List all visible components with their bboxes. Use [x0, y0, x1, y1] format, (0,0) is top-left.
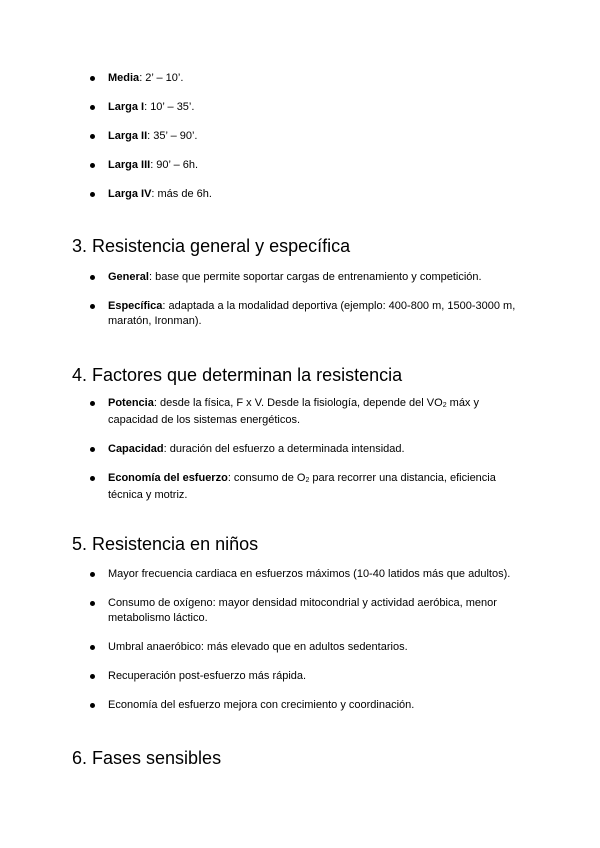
- list-item: [0, 442, 600, 457]
- section-3-list: [0, 270, 600, 343]
- bullet-icon: [90, 76, 95, 81]
- item-text: : duración del esfuerzo a determinada intensidad.: [163, 443, 405, 455]
- list-item: [0, 396, 600, 428]
- item-text: : desde la física, F x V. Desde la fisiología, depende del VO: [153, 397, 443, 409]
- item-text: Consumo de oxígeno: mayor densidad mitocondrial y actividad aeróbica, menor metabolismo láctico.: [108, 597, 497, 624]
- bullet-icon: [90, 192, 95, 197]
- item-text: : 35’ – 90’.: [147, 130, 198, 142]
- bullet-icon: [90, 476, 95, 481]
- list-item: [0, 596, 600, 626]
- item-label: Larga I: [108, 101, 145, 113]
- list-item: [0, 640, 600, 655]
- item-label: Capacidad: [108, 443, 164, 455]
- bullet-icon: [90, 275, 95, 280]
- list-item: [0, 270, 600, 285]
- bullet-icon: [90, 572, 95, 577]
- list-item: [0, 669, 600, 684]
- list-item: [0, 71, 600, 86]
- subscript: 2: [442, 402, 447, 409]
- item-text: : consumo de O: [227, 472, 306, 484]
- item-text: : más de 6h.: [151, 188, 212, 200]
- list-item: [0, 299, 600, 329]
- item-label: General: [108, 271, 149, 283]
- item-label: Larga II: [108, 130, 148, 142]
- item-text: máx y capacidad de los sistemas energéticos.: [108, 397, 479, 426]
- bullet-icon: [90, 134, 95, 139]
- item-text: : 2’ – 10’.: [139, 72, 184, 84]
- section-5-heading: 5. Resistencia en niños: [72, 534, 259, 554]
- item-text: Mayor frecuencia cardiaca en esfuerzos máximos (10-40 latidos más que adultos).: [108, 568, 511, 580]
- duration-list: [0, 71, 600, 216]
- item-label: Específica: [108, 300, 163, 312]
- bullet-icon: [90, 674, 95, 679]
- bullet-icon: [90, 703, 95, 708]
- bullet-icon: [90, 645, 95, 650]
- item-text: Recuperación post-esfuerzo más rápida.: [108, 670, 307, 682]
- subscript: 2: [305, 477, 310, 484]
- list-item: [0, 100, 600, 115]
- bullet-icon: [90, 401, 95, 406]
- list-item: [0, 187, 600, 202]
- section-4-list: [0, 396, 600, 517]
- section-5-list: [0, 567, 600, 727]
- bullet-icon: [90, 447, 95, 452]
- section-3-heading: 3. Resistencia general y específica: [72, 236, 351, 256]
- item-text: Umbral anaeróbico: más elevado que en adultos sedentarios.: [108, 641, 408, 653]
- item-text: : adaptada a la modalidad deportiva (ejemplo: 400-800 m, 1500-3000 m, maratón, Ironman).: [108, 300, 516, 327]
- list-item: [0, 567, 600, 582]
- item-label: Larga IV: [108, 188, 152, 200]
- item-text: : 10’ – 35’.: [144, 101, 195, 113]
- section-6-heading: 6. Fases sensibles: [72, 748, 222, 768]
- item-text: : base que permite soportar cargas de entrenamiento y competición.: [148, 271, 482, 283]
- list-item: [0, 158, 600, 173]
- bullet-icon: [90, 105, 95, 110]
- section-4-heading: 4. Factores que determinan la resistencia: [72, 365, 403, 385]
- item-label: Media: [108, 72, 140, 84]
- list-item: [0, 698, 600, 713]
- list-item: [0, 129, 600, 144]
- bullet-icon: [90, 163, 95, 168]
- item-text: : 90’ – 6h.: [150, 159, 199, 171]
- item-text: para recorrer una distancia, eficiencia técnica y motriz.: [108, 472, 496, 501]
- item-label: Larga III: [108, 159, 151, 171]
- list-item: [0, 471, 600, 503]
- bullet-icon: [90, 304, 95, 309]
- bullet-icon: [90, 601, 95, 606]
- item-text: Economía del esfuerzo mejora con crecimiento y coordinación.: [108, 699, 415, 711]
- item-label: Potencia: [108, 397, 154, 409]
- item-label: Economía del esfuerzo: [108, 472, 228, 484]
